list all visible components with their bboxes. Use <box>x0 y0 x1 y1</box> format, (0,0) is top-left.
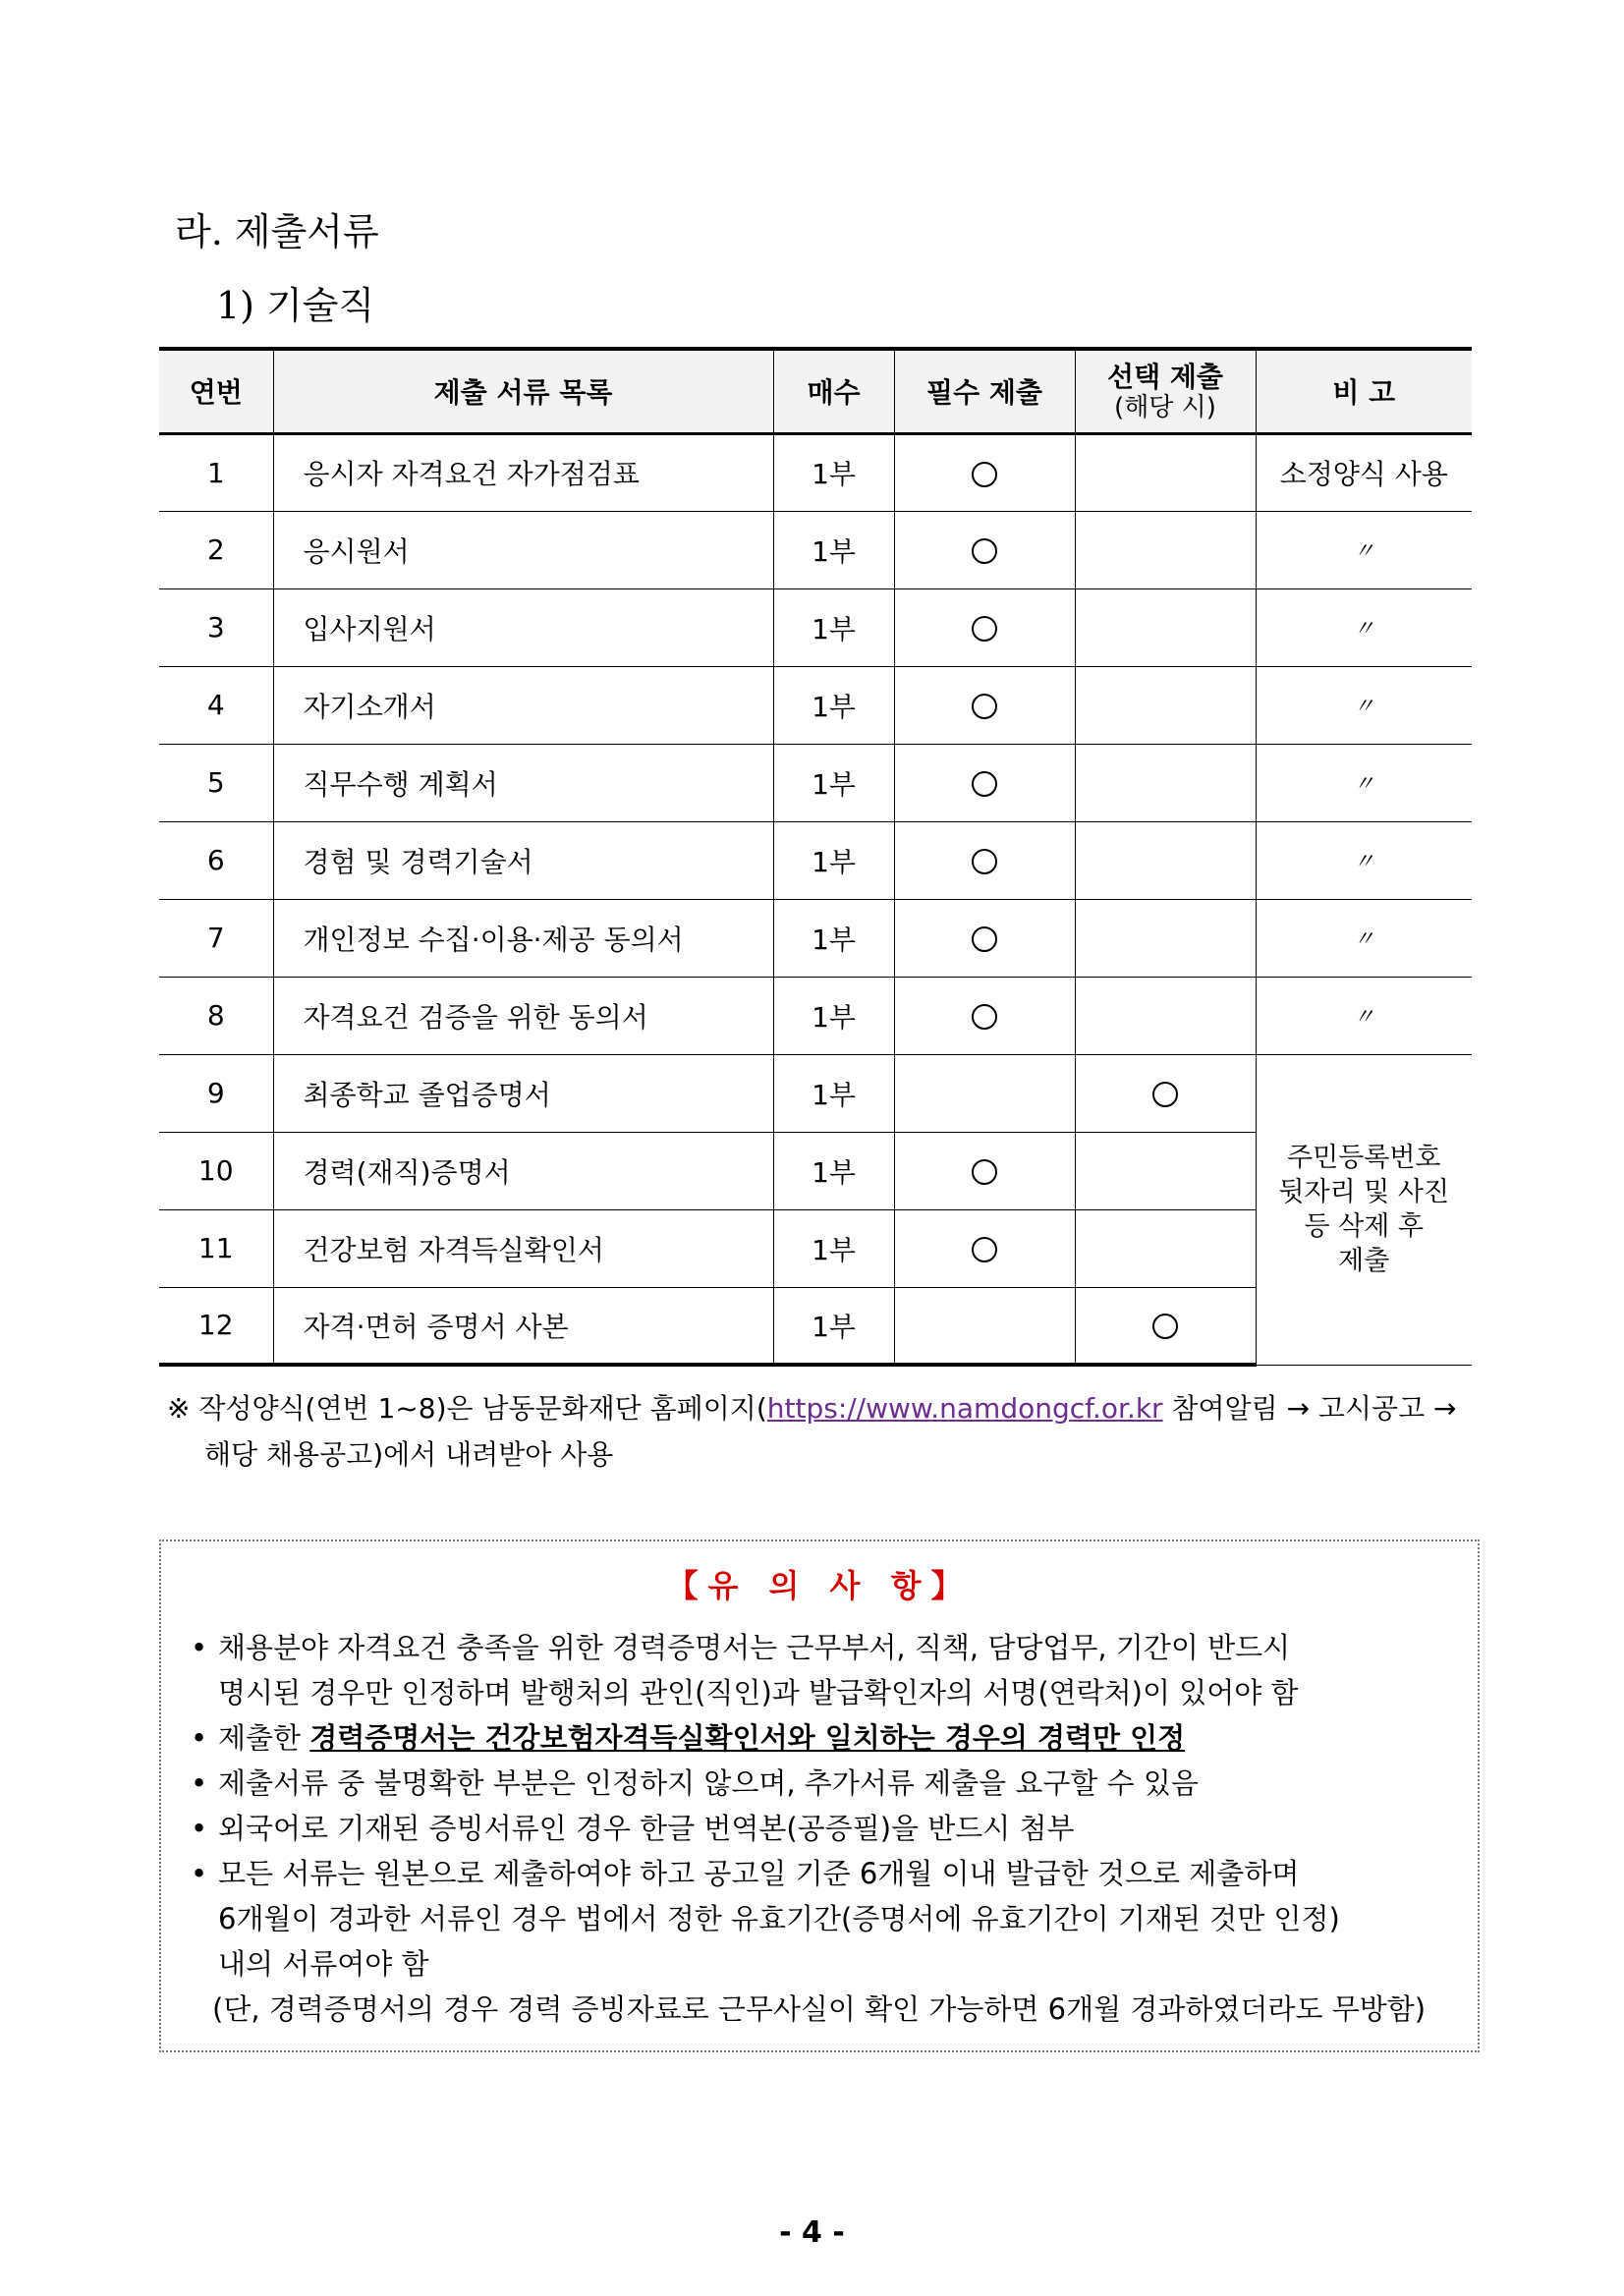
cell-optional <box>1075 899 1256 977</box>
notice-line: 내의 서류여야 함 <box>218 1947 429 1981</box>
cell-count: 1부 <box>773 744 894 821</box>
circle-mark-icon <box>972 1004 997 1030</box>
notice-line: 채용분야 자격요건 충족을 위한 경력증명서는 근무부서, 직책, 담당업무, 기간이 반드시 <box>218 1631 1291 1664</box>
cell-optional <box>1075 1209 1256 1287</box>
cell-remark: 〃 <box>1256 899 1472 977</box>
cell-name: 자격·면허 증명서 사본 <box>273 1287 773 1365</box>
bullet-icon: • <box>191 1812 208 1845</box>
cell-no: 6 <box>159 821 273 899</box>
table-row <box>159 433 1472 511</box>
cell-remark: 〃 <box>1256 744 1472 821</box>
header-optional-sub: (해당 시) <box>1114 392 1216 422</box>
cell-no: 5 <box>159 744 273 821</box>
header-optional-label: 선택 제출 <box>1107 361 1223 394</box>
notice-item <box>191 1806 1458 1851</box>
notice-line: 명시된 경우만 인정하며 발행처의 관인(직인)과 발급확인자의 서명(연락처)이 있어야 함 <box>218 1676 1299 1709</box>
table-row <box>159 821 1472 899</box>
header-name: 제출 서류 목록 <box>273 349 773 433</box>
cell-no: 12 <box>159 1287 273 1365</box>
cell-name: 경험 및 경력기술서 <box>273 821 773 899</box>
notice-line: 제출서류 중 불명확한 부분은 인정하지 않으며, 추가서류 제출을 요구할 수 있음 <box>218 1766 1199 1800</box>
cell-count: 1부 <box>773 1054 894 1132</box>
footnote-line-2: 해당 채용공고)에서 내려받아 사용 <box>204 1438 614 1471</box>
circle-mark-icon <box>972 694 997 719</box>
circle-mark-icon <box>1152 1314 1178 1339</box>
table-row <box>159 899 1472 977</box>
cell-optional <box>1075 977 1256 1054</box>
cell-no: 3 <box>159 588 273 666</box>
notice-item <box>191 1625 1458 1715</box>
cell-remark: 소정양식 사용 <box>1256 433 1472 511</box>
cell-no: 1 <box>159 433 273 511</box>
cell-no: 8 <box>159 977 273 1054</box>
circle-mark-icon <box>972 849 997 874</box>
notice-item <box>191 1715 1458 1761</box>
merged-remark-line: 뒷자리 및 사진 <box>1278 1176 1450 1207</box>
cell-required <box>894 744 1075 821</box>
cell-remark: 〃 <box>1256 821 1472 899</box>
cell-remark: 〃 <box>1256 666 1472 744</box>
cell-name: 자격요건 검증을 위한 동의서 <box>273 977 773 1054</box>
cell-count: 1부 <box>773 433 894 511</box>
cell-no: 7 <box>159 899 273 977</box>
documents-table <box>159 347 1472 1367</box>
cell-remark: 〃 <box>1256 511 1472 588</box>
cell-required <box>894 511 1075 588</box>
cell-optional <box>1075 1132 1256 1209</box>
notice-emphasis: 경력증명서는 건강보험자격득실확인서와 일치하는 경우의 경력만 인정 <box>309 1721 1186 1755</box>
footnote-prefix: ※ 작성양식(연번 1~8)은 남동문화재단 홈페이지( <box>167 1392 767 1425</box>
footnote <box>167 1385 1474 1478</box>
page-number: - 4 - <box>779 2215 845 2250</box>
cell-required <box>894 1209 1075 1287</box>
cell-count: 1부 <box>773 666 894 744</box>
notice-line: 모든 서류는 원본으로 제출하여야 하고 공고일 기준 6개월 이내 발급한 것으로 제출하며 <box>218 1857 1300 1890</box>
cell-name: 직무수행 계획서 <box>273 744 773 821</box>
cell-no: 10 <box>159 1132 273 1209</box>
header-optional <box>1075 349 1256 433</box>
table-header-row <box>159 349 1472 433</box>
circle-mark-icon <box>972 462 997 487</box>
cell-required <box>894 1132 1075 1209</box>
table-row <box>159 588 1472 666</box>
cell-remark: 〃 <box>1256 977 1472 1054</box>
notice-item <box>191 1761 1458 1806</box>
cell-optional <box>1075 1054 1256 1132</box>
table-row <box>159 1054 1472 1132</box>
cell-count: 1부 <box>773 511 894 588</box>
cell-required <box>894 821 1075 899</box>
notice-extra: (단, 경력증명서의 경우 경력 증빙자료로 근무사실이 확인 가능하면 6개월 경과하였더라도 무방함) <box>212 1992 1427 2026</box>
cell-required <box>894 588 1075 666</box>
cell-remark-merged <box>1256 1054 1472 1365</box>
cell-name: 건강보험 자격득실확인서 <box>273 1209 773 1287</box>
bullet-icon: • <box>191 1766 208 1800</box>
cell-optional <box>1075 744 1256 821</box>
notice-title: 【유 의 사 항】 <box>666 1567 973 1604</box>
table-row <box>159 511 1472 588</box>
cell-name: 개인정보 수집·이용·제공 동의서 <box>273 899 773 977</box>
cell-no: 11 <box>159 1209 273 1287</box>
cell-count: 1부 <box>773 1132 894 1209</box>
cell-optional <box>1075 511 1256 588</box>
cell-remark: 〃 <box>1256 588 1472 666</box>
circle-mark-icon <box>972 926 997 952</box>
cell-count: 1부 <box>773 899 894 977</box>
notice-box <box>159 1540 1480 2052</box>
cell-no: 4 <box>159 666 273 744</box>
table-body <box>159 433 1472 1365</box>
cell-required <box>894 433 1075 511</box>
cell-required <box>894 899 1075 977</box>
cell-count: 1부 <box>773 821 894 899</box>
cell-name: 응시자 자격요건 자가점검표 <box>273 433 773 511</box>
circle-mark-icon <box>1152 1082 1178 1107</box>
table-row <box>159 744 1472 821</box>
header-remark: 비 고 <box>1256 349 1472 433</box>
cell-optional <box>1075 433 1256 511</box>
notice-list <box>191 1625 1458 2032</box>
cell-required <box>894 977 1075 1054</box>
cell-optional <box>1075 1287 1256 1365</box>
cell-required <box>894 1287 1075 1365</box>
header-count: 매수 <box>773 349 894 433</box>
footnote-line-1 <box>167 1385 1474 1431</box>
circle-mark-icon <box>972 771 997 797</box>
homepage-link[interactable]: https://www.namdongcf.or.kr <box>766 1392 1163 1425</box>
cell-count: 1부 <box>773 977 894 1054</box>
table-row <box>159 666 1472 744</box>
circle-mark-icon <box>972 1159 997 1185</box>
notice-items <box>191 1625 1458 1987</box>
cell-optional <box>1075 821 1256 899</box>
header-no: 연번 <box>159 349 273 433</box>
cell-no: 9 <box>159 1054 273 1132</box>
merged-remark-line: 등 삭제 후 <box>1304 1211 1424 1242</box>
notice-prefix: 제출한 <box>218 1721 310 1755</box>
header-required: 필수 제출 <box>894 349 1075 433</box>
cell-optional <box>1075 588 1256 666</box>
bullet-icon: • <box>191 1631 208 1664</box>
notice-line: 6개월이 경과한 서류인 경우 법에서 정한 유효기간(증명서에 유효기간이 기재된 것만 인정) <box>218 1902 1340 1935</box>
subsection-title: 1) 기술직 <box>216 284 375 327</box>
table-row <box>159 977 1472 1054</box>
circle-mark-icon <box>972 538 997 564</box>
circle-mark-icon <box>972 1237 997 1262</box>
cell-name: 입사지원서 <box>273 588 773 666</box>
cell-count: 1부 <box>773 1287 894 1365</box>
cell-count: 1부 <box>773 1209 894 1287</box>
cell-required <box>894 1054 1075 1132</box>
section-title: 라. 제출서류 <box>175 210 379 253</box>
bullet-icon: • <box>191 1857 208 1890</box>
footnote-suffix: 참여알림 → 고시공고 → <box>1162 1392 1457 1425</box>
circle-mark-icon <box>972 616 997 642</box>
cell-optional <box>1075 666 1256 744</box>
cell-required <box>894 666 1075 744</box>
notice-line: 외국어로 기재된 증빙서류인 경우 한글 번역본(공증필)을 반드시 첨부 <box>218 1812 1075 1845</box>
cell-name: 경력(재직)증명서 <box>273 1132 773 1209</box>
cell-count: 1부 <box>773 588 894 666</box>
bullet-icon: • <box>191 1721 208 1755</box>
merged-remark-line: 제출 <box>1338 1246 1390 1277</box>
cell-name: 자기소개서 <box>273 666 773 744</box>
cell-name: 최종학교 졸업증명서 <box>273 1054 773 1132</box>
merged-remark-line: 주민등록번호 <box>1287 1142 1441 1173</box>
notice-item <box>191 1851 1458 1987</box>
cell-no: 2 <box>159 511 273 588</box>
cell-name: 응시원서 <box>273 511 773 588</box>
notice-line <box>218 1715 1458 1761</box>
